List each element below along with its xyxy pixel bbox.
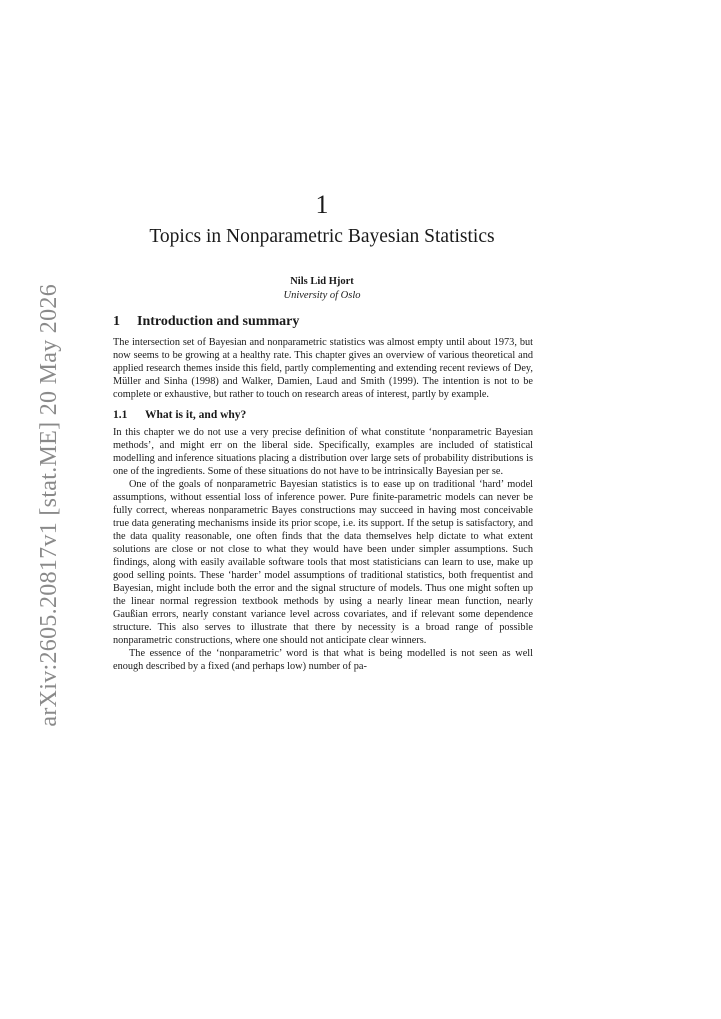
- subsection-number: 1.1: [113, 409, 128, 421]
- subsection-heading: [113, 407, 533, 423]
- section-heading: [113, 312, 533, 332]
- body-paragraph-1: In this chapter we do not use a very precise definition of what constitute ‘nonparametric Bayesian methods’, and might err on the liberal side. Specifically, examples are included of statistical modelling and inference situations placing a distribution over large sets of probability distributions is one of the ingredients. Some of these situations do not have to be intrinsically Bayesian per se.: [113, 427, 533, 477]
- arxiv-identifier: arXiv:2605.20817v1 [stat.ME] 20 May 2026: [36, 284, 62, 727]
- author-name: Nils Lid Hjort: [290, 276, 354, 287]
- section-title: Introduction and summary: [137, 314, 300, 329]
- section-number: 1: [113, 314, 120, 329]
- arxiv-side-stamp: [0, 0, 62, 1019]
- intro-paragraph: The intersection set of Bayesian and nonparametric statistics was almost empty until about 1973, but now seems to be growing at a healthy rate. This chapter gives an overview of various theoretical and applied research themes inside this field, partly complementing and extending recent reviews of Dey, Müller and Sinha (1998) and Walker, Damien, Laud and Smith (1999). The intention is not to be complete or exhaustive, but rather to touch on research areas of interest, partly by example.: [113, 337, 533, 400]
- body-paragraph-3: The essence of the ‘nonparametric’ word is that what is being modelled is not seen as well enough described by a fixed (and perhaps low) number of pa-: [113, 648, 533, 672]
- chapter-title: Topics in Nonparametric Bayesian Statistics: [149, 226, 495, 247]
- main-content: [113, 312, 533, 673]
- author-affiliation: University of Oslo: [283, 290, 361, 301]
- subsection-title: What is it, and why?: [145, 409, 247, 421]
- chapter-number: 1: [315, 190, 329, 219]
- body-paragraph-2: One of the goals of nonparametric Bayesian statistics is to ease up on traditional ‘hard’ model assumptions, without essential loss of inference power. Pure finite-parametric models can never be fully correct, whereas nonparametric Bayes constructions may succeed in having most conceivable true data generating mechanisms inside its prior scope, i.e. its support. If the setup is satisfactory, and the data quality reasonable, one often finds that the data themselves help dictate to what extent solutions are close or not close to what they would have been under simpler assumptions. Such findings, along with easily available software tools that most statisticians can learn to use, make up good selling points. These ‘harder’ model assumptions of traditional statistics, both frequentist and Bayesian, might include both the error and the signal structure of models. Thus one might soften up the linear normal regression textbook methods by using a nearly linear mean function, nearly Gaußian errors, nearly constant variance level across covariates, and if relevant some dependence structure. This also serves to illustrate that there by necessity is a broad range of possible nonparametric constructions, where one should not anticipate clear winners.: [113, 479, 533, 646]
